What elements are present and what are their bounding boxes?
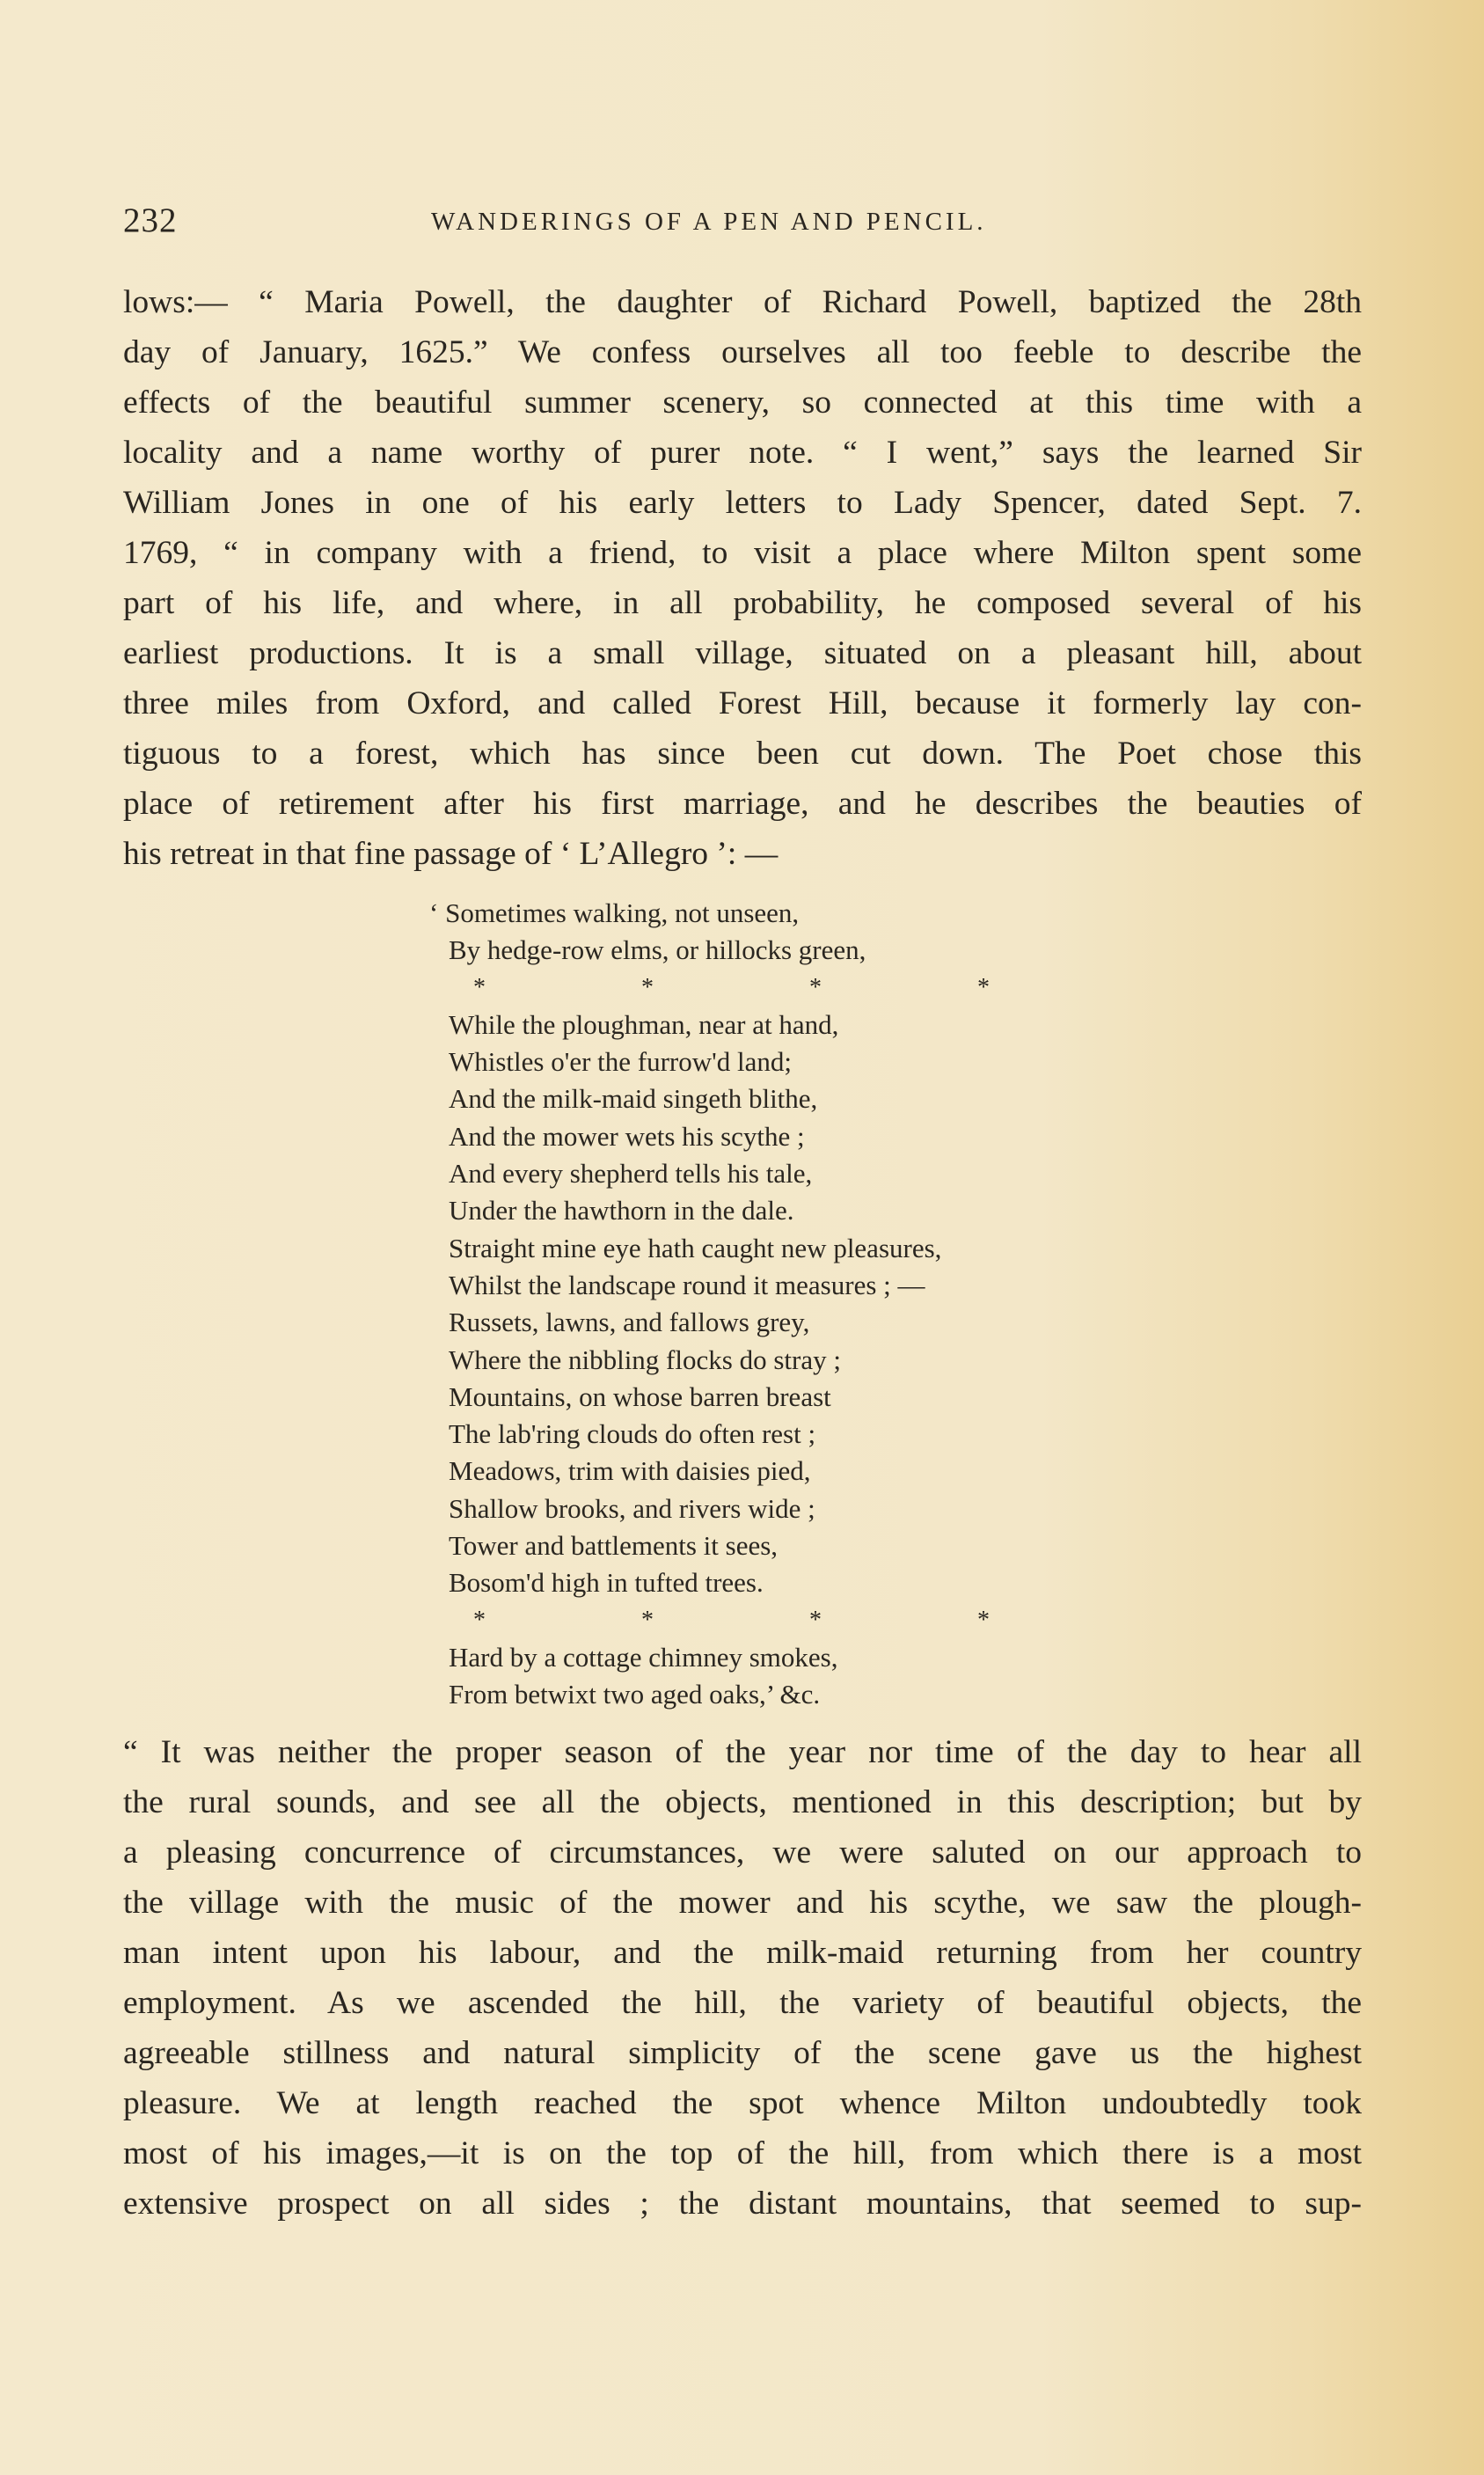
verse-line: Shallow brooks, and rivers wide ; xyxy=(449,1492,815,1524)
verse-line: ‘ Sometimes walking, not unseen, xyxy=(429,897,800,928)
prose-paragraph-bottom xyxy=(123,1727,1362,2229)
prose-paragraph-top xyxy=(123,277,1362,879)
asterisk: * xyxy=(641,973,654,1001)
verse-line: Tower and battlements it sees, xyxy=(449,1530,779,1562)
verse-line: The lab'ring clouds do often rest ; xyxy=(449,1418,816,1450)
asterisk: * xyxy=(977,973,990,1001)
text-line: the village with the music of the mower and his scythe, we saw the plough- xyxy=(123,1885,1362,1921)
page-header xyxy=(123,201,1372,253)
text-line: most of his images,—it is on the top of the hill, from which there is a most xyxy=(123,2135,1362,2171)
asterisk: * xyxy=(809,973,822,1001)
text-line: earliest productions. It is a small village, situated on a pleasant hill, about xyxy=(123,635,1362,671)
asterism-break xyxy=(449,1602,990,1639)
text-line: day of January, 1625.” We confess ourselves all too feeble to describe the xyxy=(123,334,1362,370)
text-line: tiguous to a forest, which has since been cut down. The Poet chose this xyxy=(123,736,1362,772)
text-line: extensive prospect on all sides ; the distant mountains, that seemed to sup- xyxy=(123,2186,1362,2222)
text-line: 1769, “ in company with a friend, to visit a place where Milton spent some xyxy=(123,535,1362,571)
verse-line: Bosom'd high in tufted trees. xyxy=(449,1567,764,1599)
verse-line: Where the nibbling flocks do stray ; xyxy=(449,1344,841,1375)
asterisk: * xyxy=(473,973,486,1001)
verse-line: Whilst the landscape round it measures ; — xyxy=(449,1269,925,1300)
verse-line: And every shepherd tells his tale, xyxy=(449,1158,813,1190)
verse-line: By hedge-row elms, or hillocks green, xyxy=(449,934,866,966)
verse-line: From betwixt two aged oaks,’ &c. xyxy=(449,1679,821,1710)
asterisk: * xyxy=(809,1606,822,1634)
running-title: WANDERINGS OF A PEN AND PENCIL. xyxy=(431,208,987,236)
text-line: the rural sounds, and see all the objects, mentioned in this description; but by xyxy=(123,1784,1362,1820)
text-line: pleasure. We at length reached the spot whence Milton undoubtedly took xyxy=(123,2085,1362,2121)
verse-quotation xyxy=(429,895,1117,1714)
verse-line: Mountains, on whose barren breast xyxy=(449,1380,831,1412)
text-line: place of retirement after his first marriage, and he describes the beauties of xyxy=(123,786,1362,822)
verse-line: Straight mine eye hath caught new pleasures, xyxy=(449,1232,942,1263)
text-line: man intent upon his labour, and the milk-maid returning from her country xyxy=(123,1935,1362,1971)
text-line: effects of the beautiful summer scenery, so connected at this time with a xyxy=(123,384,1362,421)
text-line: three miles from Oxford, and called Forest Hill, because it formerly lay con- xyxy=(123,685,1362,721)
verse-line: Under the hawthorn in the dale. xyxy=(449,1195,794,1227)
verse-line: While the ploughman, near at hand, xyxy=(449,1008,839,1040)
page-number: 232 xyxy=(123,201,178,239)
text-line: locality and a name worthy of purer note. “ I went,” says the learned Sir xyxy=(123,435,1362,471)
text-line: his retreat in that fine passage of ‘ L’Allegro ’: — xyxy=(123,836,779,872)
asterisk: * xyxy=(473,1606,486,1634)
text-line: “ It was neither the proper season of the year nor time of the day to hear all xyxy=(123,1734,1362,1770)
asterisk: * xyxy=(977,1606,990,1634)
text-line: a pleasing concurrence of circumstances, we were saluted on our approach to xyxy=(123,1834,1362,1871)
verse-line: And the mower wets his scythe ; xyxy=(449,1120,805,1152)
verse-line: And the milk-maid singeth blithe, xyxy=(449,1083,818,1115)
verse-line: Russets, lawns, and fallows grey, xyxy=(449,1307,810,1338)
asterisk: * xyxy=(641,1606,654,1634)
verse-line: Whistles o'er the furrow'd land; xyxy=(449,1046,792,1078)
text-line: William Jones in one of his early letters to Lady Spencer, dated Sept. 7. xyxy=(123,485,1362,521)
text-line: lows:— “ Maria Powell, the daughter of Richard Powell, baptized the 28th xyxy=(123,284,1362,320)
text-line: agreeable stillness and natural simplicity of the scene gave us the highest xyxy=(123,2035,1362,2071)
verse-line: Hard by a cottage chimney smokes, xyxy=(449,1641,838,1673)
text-line: part of his life, and where, in all probability, he composed several of his xyxy=(123,585,1362,621)
verse-line: Meadows, trim with daisies pied, xyxy=(449,1455,811,1487)
text-line: employment. As we ascended the hill, the variety of beautiful objects, the xyxy=(123,1985,1362,2021)
asterism-break xyxy=(449,970,990,1007)
